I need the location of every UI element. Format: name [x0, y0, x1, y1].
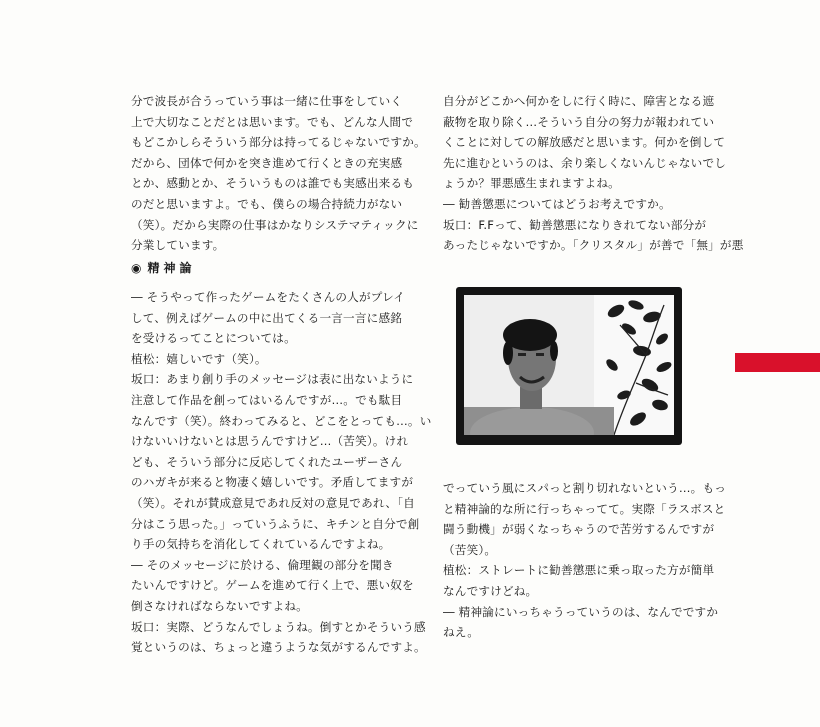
text-line: くことに対しての解放感だと思います。何かを倒して	[443, 135, 726, 150]
text-line: と精神論的な所に行っちゃってて。実際「ラスボスと	[443, 501, 726, 516]
text-line: なんですけどね。	[443, 583, 538, 598]
text-line: ― そのメッセージに於ける、倫理観の部分を聞き	[131, 557, 394, 572]
photo-illustration	[464, 295, 674, 435]
text-line: でっていう風にスパっと割り切れないという…。もっ	[443, 481, 727, 495]
text-line: （苦笑）。	[443, 542, 497, 557]
left-column-top	[131, 91, 426, 256]
text-line: のだと思いますよ。でも、僕らの場合持続力がない	[131, 196, 403, 211]
text-line: 覚というのは、ちょっと違うような気がするんですよ。	[131, 640, 426, 655]
right-column-top	[443, 91, 744, 256]
text-line: 先に進むというのは、余り楽しくないんじゃないでし	[443, 155, 727, 170]
text-line: （笑）。それが賛成意見であれ反対の意見であれ、「自	[131, 495, 415, 510]
text-line: 分で波長が合うっていう事は一緒に仕事をしていく	[131, 94, 403, 108]
section-heading	[131, 259, 196, 276]
text-line: り手の気持ちを消化してくれているんですよね。	[131, 537, 391, 552]
text-line: 坂口：あまり創り手のメッセージは表に出ないように	[131, 372, 414, 387]
text-line: ― 勧善懲悪についてはどうお考えですか。	[443, 196, 671, 211]
text-line: 分業しています。	[131, 238, 225, 253]
text-line: を受けるってことについては。	[131, 331, 296, 346]
text-line: （笑）。だから実際の仕事はかなりシステマティックに	[131, 217, 419, 232]
red-accent-bar	[735, 353, 820, 372]
text-line: 上で大切なことだとは思います。でも、どんな人間で	[131, 114, 414, 129]
section-title: 精神論	[147, 261, 196, 275]
text-line: 分はこう思った。」っていうふうに、キチンと自分で創	[131, 516, 420, 531]
text-line: のハガキが来ると物凄く嬉しいです。矛盾してますが	[131, 475, 414, 490]
text-line: だから、団体で何かを突き進めて行くときの充実感	[131, 155, 403, 170]
text-line: なんです（笑）。終わってみると、どこをとっても…。い	[131, 413, 432, 428]
section-bullet-icon: ◉	[131, 261, 142, 275]
text-line: 坂口：F.Fって、勧善懲悪になりきれてない部分が	[443, 217, 707, 232]
text-line: ― そうやって作ったゲームをたくさんの人がプレイ	[131, 290, 406, 304]
text-line: ― 精神論にいっちゃうっていうのは、なんでですか	[443, 604, 719, 619]
left-column-bottom	[131, 287, 432, 658]
text-line: とか、感動とか、そういうものは誰でも実感出来るも	[131, 176, 415, 191]
text-line: あったじゃないですか。「クリスタル」が善で「無」が悪	[443, 238, 744, 253]
text-line: 植松：嬉しいです（笑）。	[131, 351, 267, 366]
text-line: ょうか？罪悪感生まれますよね。	[443, 176, 620, 191]
text-line: ども、そういう部分に反応してくれたユーザーさん	[131, 454, 403, 469]
text-line: 蔽物を取り除く…そういう自分の努力が報われてい	[443, 114, 715, 129]
text-line: 闘う動機」が弱くなっちゃうので苦労するんですが	[443, 522, 715, 537]
text-line: 坂口：実際、どうなんでしょうね。倒すとかそういう感	[131, 619, 426, 634]
text-line: ねえ。	[443, 625, 480, 640]
interview-photo-frame	[456, 287, 682, 445]
text-line: 注意して作品を創ってはいるんですが…。でも駄目	[131, 392, 403, 407]
text-line: たいんですけど。ゲームを進めて行く上で、悪い奴を	[131, 578, 414, 593]
text-line: けないいけないとは思うんですけど…（苦笑）。けれ	[131, 434, 409, 449]
text-line: して、例えばゲームの中に出てくる一言一言に感銘	[131, 310, 403, 325]
text-line: もどこかしらそういう部分は持ってるじゃないですか。	[131, 135, 426, 150]
text-line: 倒さなければならないですよね。	[131, 598, 308, 613]
text-line: 植松：ストレートに勧善懲悪に乗っ取った方が簡単	[443, 563, 715, 578]
right-column-bottom	[443, 478, 726, 643]
text-line: 自分がどこかへ何かをしに行く時に、障害となる遮	[443, 94, 715, 108]
interview-photo	[464, 295, 674, 435]
